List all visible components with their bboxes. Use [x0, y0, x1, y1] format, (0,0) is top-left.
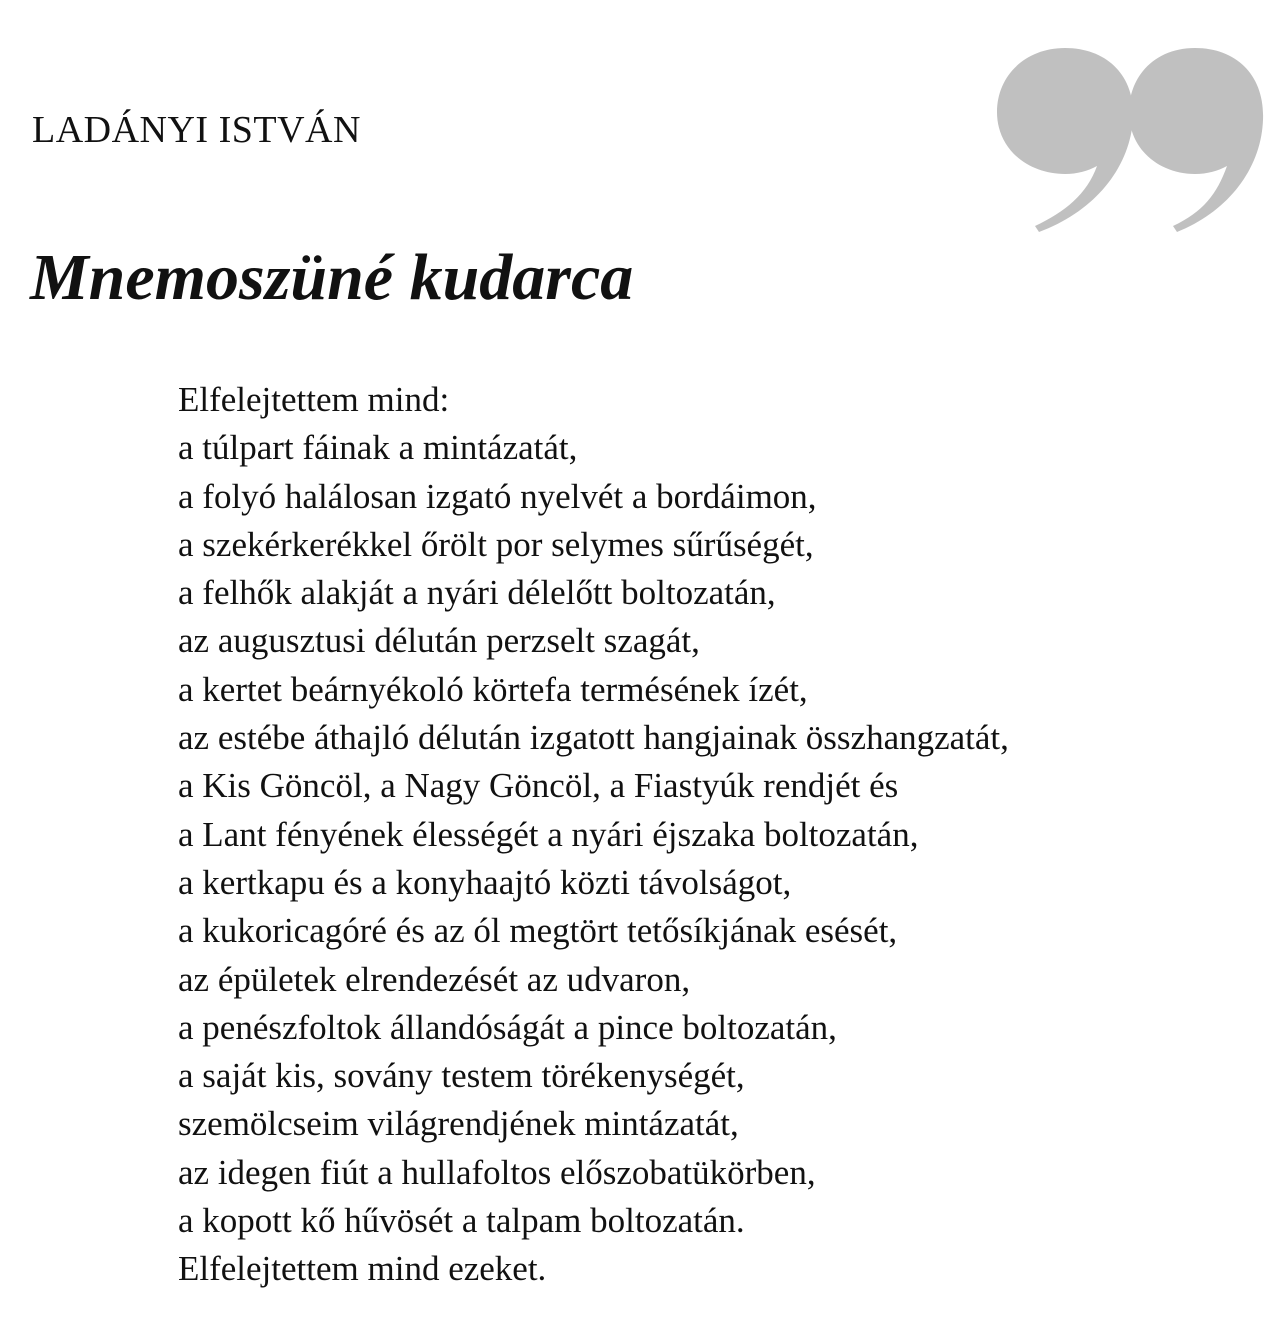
poem-line: a kukoricagóré és az ól megtört tetősíkjának esését, — [178, 911, 898, 951]
poem-line: a szekérkerékkel őrölt por selymes sűrűségét, — [178, 524, 814, 564]
author-name: LADÁNYI ISTVÁN — [32, 109, 361, 151]
poem-line: a folyó halálosan izgató nyelvét a bordáimon, — [178, 476, 817, 516]
poem-body — [178, 376, 1278, 1294]
poem-line: Elfelejtettem mind: — [178, 380, 450, 419]
poem-line: a kertkapu és a konyhaajtó közti távolságot, — [178, 862, 792, 902]
poem-line: a Lant fényének élességét a nyári éjszaka boltozatán, — [178, 814, 919, 854]
poem-line: a Kis Göncöl, a Nagy Göncöl, a Fiastyúk rendjét és — [178, 766, 899, 806]
poem-line: a túlpart fáinak a mintázatát, — [178, 428, 578, 468]
poem-line: az idegen fiút a hullafoltos előszobatükörben, — [178, 1152, 816, 1192]
poem-title: Mnemoszüné kudarca — [30, 241, 634, 314]
poem-line: a kopott kő hűvösét a talpam boltozatán. — [178, 1201, 745, 1241]
poem-line: szemölcseim világrendjének mintázatát, — [178, 1104, 739, 1144]
poem-line: az estébe áthajló délután izgatott hangjainak összhangzatát, — [178, 718, 1009, 758]
poem-line: a felhők alakját a nyári délelőtt boltozatán, — [178, 573, 776, 613]
poem-line: a kertet beárnyékoló körtefa termésének ízét, — [178, 669, 808, 709]
poem-line: a saját kis, sovány testem törékenységét, — [178, 1056, 745, 1096]
poem-line: az épületek elrendezését az udvaron, — [178, 959, 691, 999]
poem-line: az augusztusi délután perzselt szagát, — [178, 621, 700, 661]
poem-line: Elfelejtettem mind ezeket. — [178, 1249, 547, 1289]
closing-quote-icon — [995, 46, 1265, 236]
poem-line: a penészfoltok állandóságát a pince boltozatán, — [178, 1007, 837, 1047]
